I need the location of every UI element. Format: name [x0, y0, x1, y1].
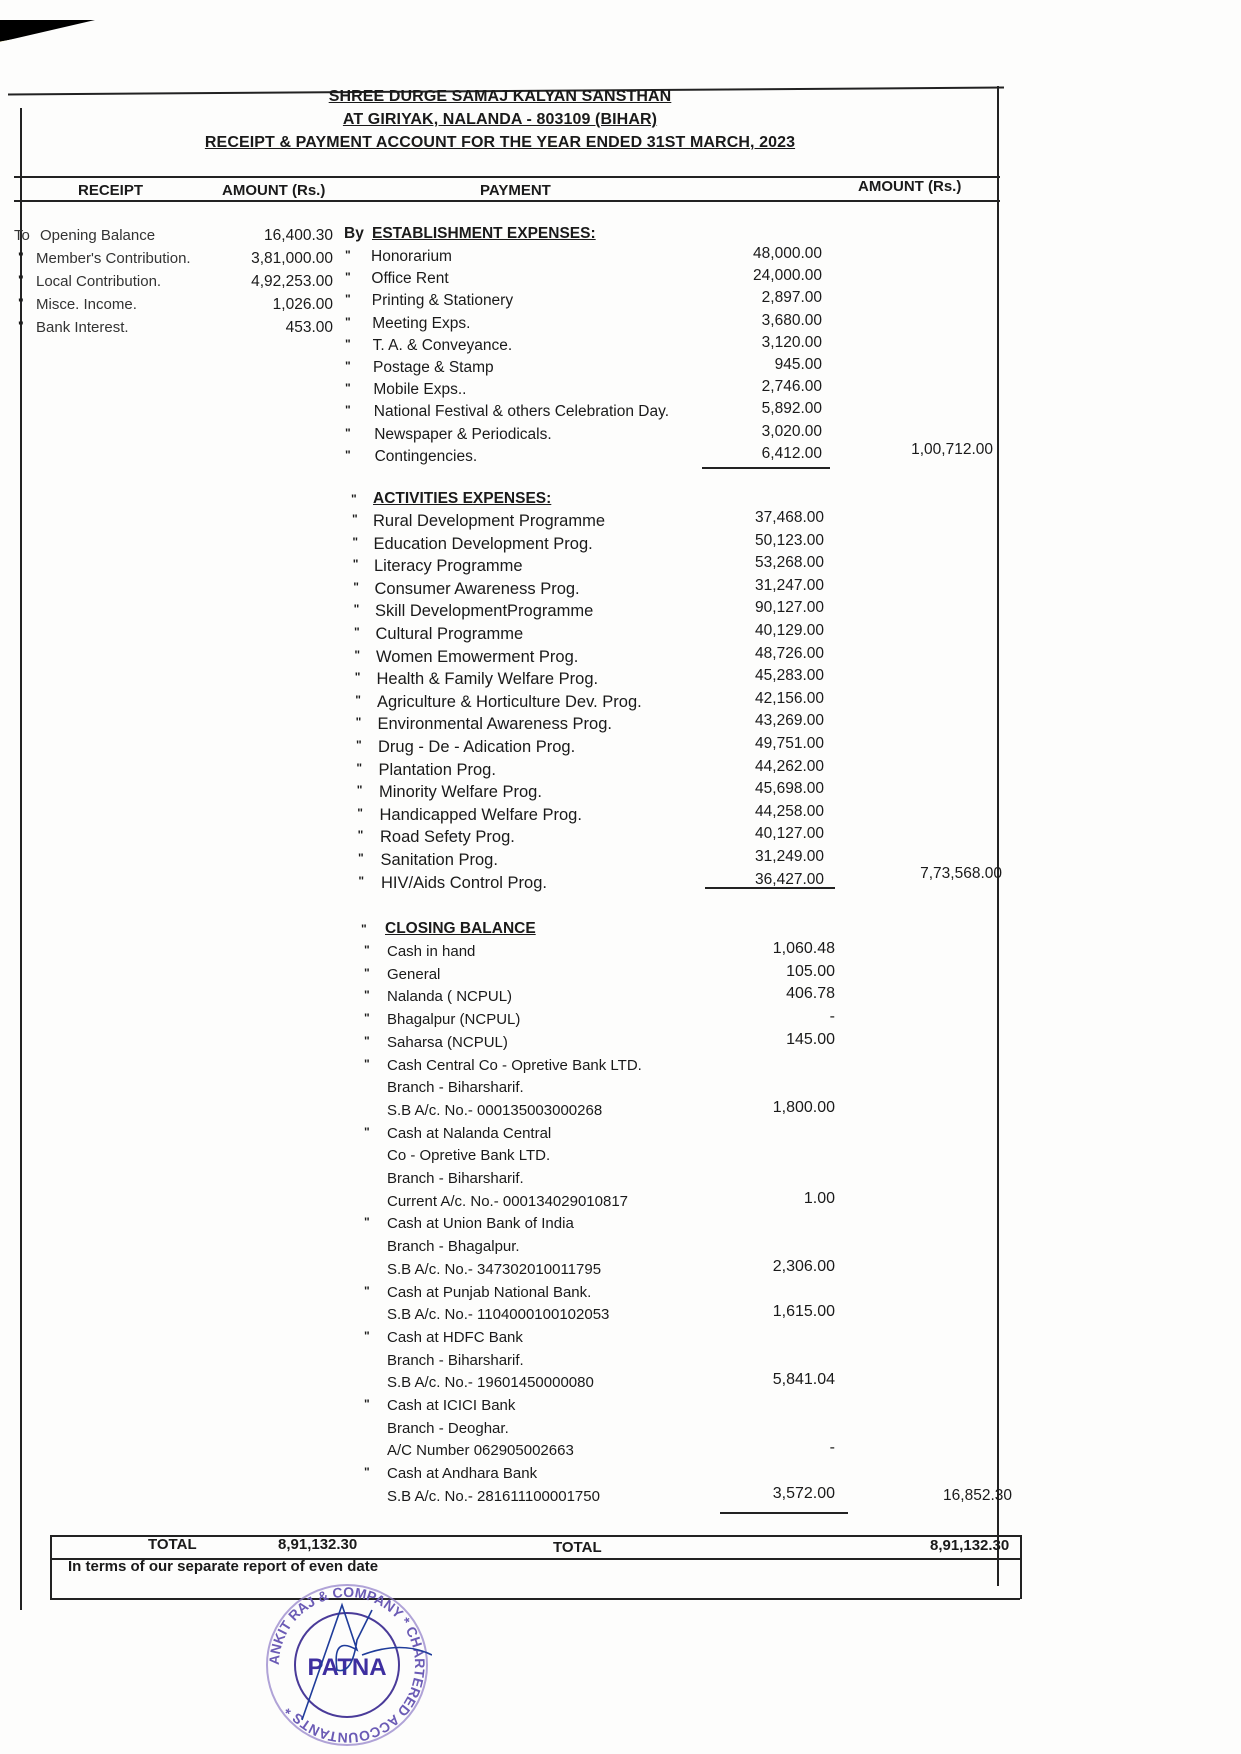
closing-item-line: Bhagalpur (NCPUL): [387, 1011, 521, 1029]
column-header-top-rule: [14, 176, 1000, 178]
establishment-item-amount: 3,020.00: [761, 422, 822, 440]
ditto-mark: ": [356, 783, 363, 798]
activity-item-amount: 43,269.00: [755, 712, 824, 730]
frame-left-border: [20, 108, 22, 1610]
closing-item-amount: 1,800.00: [772, 1098, 835, 1116]
activity-item-label: Environmental Awareness Prog.: [377, 715, 612, 734]
subtotal-underline: [705, 887, 835, 889]
closing-total: 16,852.30: [943, 1487, 1012, 1504]
activity-item-label: Consumer Awareness Prog.: [374, 579, 580, 598]
activity-item-amount: 53,268.00: [755, 554, 824, 572]
activity-item-amount: 45,698.00: [755, 780, 824, 798]
ditto-mark: ": [364, 1328, 370, 1343]
ditto-mark: ": [361, 922, 367, 936]
ditto-mark: ": [345, 381, 351, 396]
closing-item-amount: 1,060.48: [772, 940, 835, 957]
closing-item-line: Cash at Punjab National Bank.: [387, 1283, 592, 1301]
auditor-stamp: [262, 1580, 432, 1750]
ditto-mark: ": [354, 625, 360, 639]
subtotal-underline: [720, 1512, 848, 1514]
establishment-item-label: Mobile Exps..: [373, 381, 467, 399]
ditto-mark: ": [355, 692, 361, 707]
establishment-item-label: Honorarium: [371, 248, 452, 265]
activity-item-label: HIV/Aids Control Prog.: [381, 873, 547, 892]
activity-item-label: Rural Development Programme: [373, 512, 606, 530]
establishment-item-amount: 6,412.00: [761, 444, 822, 462]
establishment-item-label: T. A. & Conveyance.: [372, 336, 513, 354]
closing-item-amount: 3,572.00: [772, 1484, 835, 1502]
establishment-item-label: Postage & Stamp: [373, 359, 494, 376]
closing-item-amount: 1.00: [803, 1189, 835, 1207]
ditto-mark: ": [364, 1033, 370, 1048]
ditto-mark: ": [364, 1283, 370, 1298]
establishment-item-amount: 3,680.00: [761, 311, 822, 329]
closing-item-line: Cash at Nalanda Central: [387, 1124, 552, 1142]
activity-item-amount: 31,247.00: [755, 576, 824, 594]
footer-left-border: [50, 1535, 52, 1599]
activity-item-label: Literacy Programme: [374, 557, 523, 576]
activity-item-amount: 50,123.00: [755, 531, 824, 549]
closing-item-line: S.B A/c. No.- 000135003000268: [387, 1101, 603, 1119]
payment-total-amount: 8,91,132.30: [930, 1537, 1010, 1554]
ditto-mark: ": [358, 873, 365, 888]
activity-item-label: Education Development Prog.: [373, 534, 593, 553]
ditto-mark: ": [358, 851, 364, 865]
closing-item-amount: 406.78: [786, 985, 835, 1003]
ditto-mark: ": [345, 314, 351, 329]
ditto-mark: ": [345, 403, 351, 418]
establishment-total: 1,00,712.00: [911, 441, 993, 458]
ditto-mark: ": [364, 965, 370, 980]
receipt-label: Bank Interest.: [36, 319, 129, 336]
statement-title: RECEIPT & PAYMENT ACCOUNT FOR THE YEAR ENDED 31ST MARCH, 2023: [204, 134, 796, 151]
activity-item-label: Handicapped Welfare Prog.: [379, 805, 582, 824]
ditto-mark: ": [18, 250, 24, 264]
activity-item-label: Minority Welfare Prog.: [379, 783, 542, 802]
receipt-label: Member's Contribution.: [36, 250, 191, 267]
ditto-mark: ": [345, 359, 351, 373]
ditto-mark: ": [357, 828, 364, 843]
closing-item-line: Branch - Bhagalpur.: [387, 1238, 520, 1256]
activity-item-amount: 40,127.00: [755, 825, 824, 843]
footer-bottom-rule: [50, 1598, 1020, 1600]
closing-item-line: Cash at ICICI Bank: [387, 1397, 516, 1414]
ditto-mark: ": [364, 1056, 370, 1071]
closing-item-amount: 1,615.00: [772, 1303, 835, 1321]
ditto-mark: ": [345, 447, 351, 462]
ditto-mark: ": [364, 988, 370, 1003]
receipt-total-label: TOTAL: [148, 1536, 197, 1553]
scan-corner-artifact: [0, 20, 95, 42]
activity-item-amount: 49,751.00: [755, 735, 824, 752]
receipt-amount: 16,400.30: [264, 227, 333, 244]
ditto-mark: ": [345, 270, 351, 285]
closing-item-line: Current A/c. No.- 000134029010817: [387, 1192, 629, 1210]
receipt-prefix: To: [14, 227, 30, 244]
ditto-mark: ": [353, 579, 359, 594]
ditto-mark: ": [345, 292, 351, 307]
closing-item-line: Cash at Union Bank of India: [387, 1215, 574, 1233]
receipt-label: Local Contribution.: [36, 273, 162, 290]
establishment-item-amount: 24,000.00: [753, 267, 822, 285]
ditto-mark: ": [354, 647, 361, 662]
activity-item-amount: 44,262.00: [755, 757, 824, 775]
closing-item-line: Cash in hand: [387, 943, 476, 960]
activity-item-amount: 40,129.00: [755, 622, 824, 639]
establishment-item-amount: 2,746.00: [761, 378, 822, 396]
establishment-item-label: National Festival & others Celebration Day.: [373, 403, 670, 421]
receipt-amount: 453.00: [285, 319, 333, 336]
closing-item-line: S.B A/c. No.- 1104000100102053: [387, 1306, 610, 1324]
closing-item-line: Saharsa (NCPUL): [387, 1033, 508, 1051]
payment-total-label: TOTAL: [553, 1539, 602, 1556]
footer-right-border: [1020, 1535, 1022, 1599]
activity-item-amount: 45,283.00: [755, 667, 824, 685]
closing-item-amount: 5,841.04: [772, 1371, 835, 1389]
ditto-mark: ": [354, 670, 361, 685]
ditto-mark: ": [364, 1124, 370, 1139]
stamp-ring-text: ANKIT RAJ & COMPANY * CHARTERED ACCOUNTANTS *: [265, 1583, 429, 1747]
ditto-mark: ": [364, 1215, 370, 1230]
establishment-item-amount: 2,897.00: [761, 289, 822, 307]
receipt-amount-column-header: AMOUNT (Rs.): [222, 182, 326, 199]
activity-item-label: Road Sefety Prog.: [380, 828, 515, 847]
receipt-amount: 4,92,253.00: [251, 273, 333, 290]
ditto-mark: ": [352, 557, 359, 572]
subtotal-underline: [702, 467, 830, 469]
closing-item-amount: -: [829, 1008, 835, 1026]
establishment-item-amount: 48,000.00: [753, 245, 822, 262]
activity-item-label: Cultural Programme: [375, 625, 524, 643]
closing-item-amount: -: [829, 1439, 835, 1457]
establishment-item-amount: 3,120.00: [761, 333, 822, 351]
footer-note: In terms of our separate report of even date: [68, 1558, 379, 1575]
establishment-item-label: Newspaper & Periodicals.: [374, 425, 552, 443]
ditto-mark: ": [18, 273, 24, 287]
org-name: SHREE DURGE SAMAJ KALYAN SANSTHAN: [328, 88, 672, 105]
activity-item-label: Drug - De - Adication Prog.: [378, 738, 576, 756]
receipt-amount: 3,81,000.00: [251, 250, 333, 267]
by-prefix: By: [344, 225, 364, 242]
closing-item-line: Branch - Biharsharif.: [387, 1079, 524, 1097]
activity-item-amount: 48,726.00: [755, 644, 824, 662]
activity-item-amount: 44,258.00: [755, 802, 824, 820]
closing-item-line: S.B A/c. No.- 347302010011795: [387, 1260, 602, 1278]
stamp-center-text: PATNA: [307, 1654, 387, 1681]
activities-heading: ACTIVITIES EXPENSES:: [373, 490, 552, 507]
closing-item-line: Cash at Andhara Bank: [387, 1465, 538, 1483]
activity-item-amount: 36,427.00: [755, 870, 824, 888]
closing-item-line: Branch - Biharsharif.: [387, 1351, 524, 1369]
closing-item-line: Branch - Biharsharif.: [387, 1170, 524, 1187]
activities-total: 7,73,568.00: [920, 865, 1002, 882]
closing-item-line: Branch - Deoghar.: [387, 1419, 509, 1437]
activity-item-amount: 90,127.00: [755, 599, 824, 617]
closing-item-line: General: [387, 965, 441, 983]
activity-item-amount: 42,156.00: [755, 689, 824, 707]
ditto-mark: ": [356, 760, 363, 775]
establishment-item-label: Meeting Exps.: [372, 314, 471, 332]
establishment-item-label: Contingencies.: [374, 447, 478, 465]
establishment-heading: ESTABLISHMENT EXPENSES:: [372, 225, 596, 242]
receipt-column-header: RECEIPT: [78, 182, 144, 199]
ditto-mark: ": [352, 534, 359, 549]
payment-column-header: PAYMENT: [480, 182, 551, 199]
activity-item-label: Plantation Prog.: [378, 760, 496, 779]
ditto-mark: ": [364, 943, 370, 957]
closing-item-line: Co - Opretive Bank LTD.: [387, 1147, 551, 1165]
ditto-mark: ": [357, 805, 363, 820]
activity-item-amount: 37,468.00: [755, 509, 824, 526]
ditto-mark: ": [364, 1465, 370, 1480]
establishment-item-label: Office Rent: [371, 270, 449, 288]
org-address: AT GIRIYAK, NALANDA - 803109 (BIHAR): [342, 111, 658, 128]
ditto-mark: ": [356, 738, 362, 752]
ditto-mark: ": [345, 248, 351, 262]
ditto-mark: ": [351, 492, 357, 506]
activity-item-amount: 31,249.00: [755, 848, 824, 865]
activity-item-label: Health & Family Welfare Prog.: [376, 670, 599, 689]
establishment-item-amount: 5,892.00: [761, 400, 822, 418]
column-header-bottom-rule: [14, 200, 1000, 202]
closing-item-line: Cash Central Co - Opretive Bank LTD.: [387, 1056, 642, 1074]
closing-item-amount: 105.00: [786, 962, 835, 980]
closing-item-amount: 145.00: [786, 1030, 835, 1048]
activity-item-label: Agriculture & Horticulture Dev. Prog.: [377, 692, 642, 711]
ditto-mark: ": [355, 715, 362, 730]
receipt-label: Opening Balance: [40, 227, 156, 244]
closing-item-amount: 2,306.00: [772, 1257, 835, 1275]
closing-balance-heading: CLOSING BALANCE: [385, 920, 536, 937]
activity-item-label: Skill DevelopmentProgramme: [375, 602, 594, 621]
ditto-mark: ": [364, 1011, 370, 1026]
ditto-mark: ": [18, 296, 24, 310]
ditto-mark: ": [353, 602, 360, 617]
ditto-mark: ": [18, 319, 24, 333]
closing-item-line: Cash at HDFC Bank: [387, 1328, 523, 1346]
closing-item-line: S.B A/c. No.- 19601450000080: [387, 1374, 594, 1392]
receipt-label: Misce. Income.: [36, 296, 137, 313]
establishment-item-amount: 945.00: [774, 356, 822, 373]
ditto-mark: ": [364, 1397, 370, 1411]
activity-item-label: Sanitation Prog.: [380, 851, 498, 869]
payment-amount-column-header: AMOUNT (Rs.): [858, 178, 962, 195]
ditto-mark: ": [345, 336, 351, 351]
receipt-amount: 1,026.00: [272, 296, 333, 313]
frame-right-border: [997, 86, 999, 1586]
activity-item-label: Women Emowerment Prog.: [376, 647, 579, 666]
receipt-total-amount: 8,91,132.30: [278, 1536, 358, 1553]
closing-item-line: A/C Number 062905002663: [387, 1442, 574, 1460]
closing-item-line: Nalanda ( NCPUL): [387, 988, 513, 1006]
ditto-mark: ": [352, 512, 358, 526]
closing-item-line: S.B A/c. No.- 281611100001750: [387, 1487, 600, 1505]
ditto-mark: ": [345, 425, 351, 440]
establishment-item-label: Printing & Stationery: [371, 292, 514, 310]
